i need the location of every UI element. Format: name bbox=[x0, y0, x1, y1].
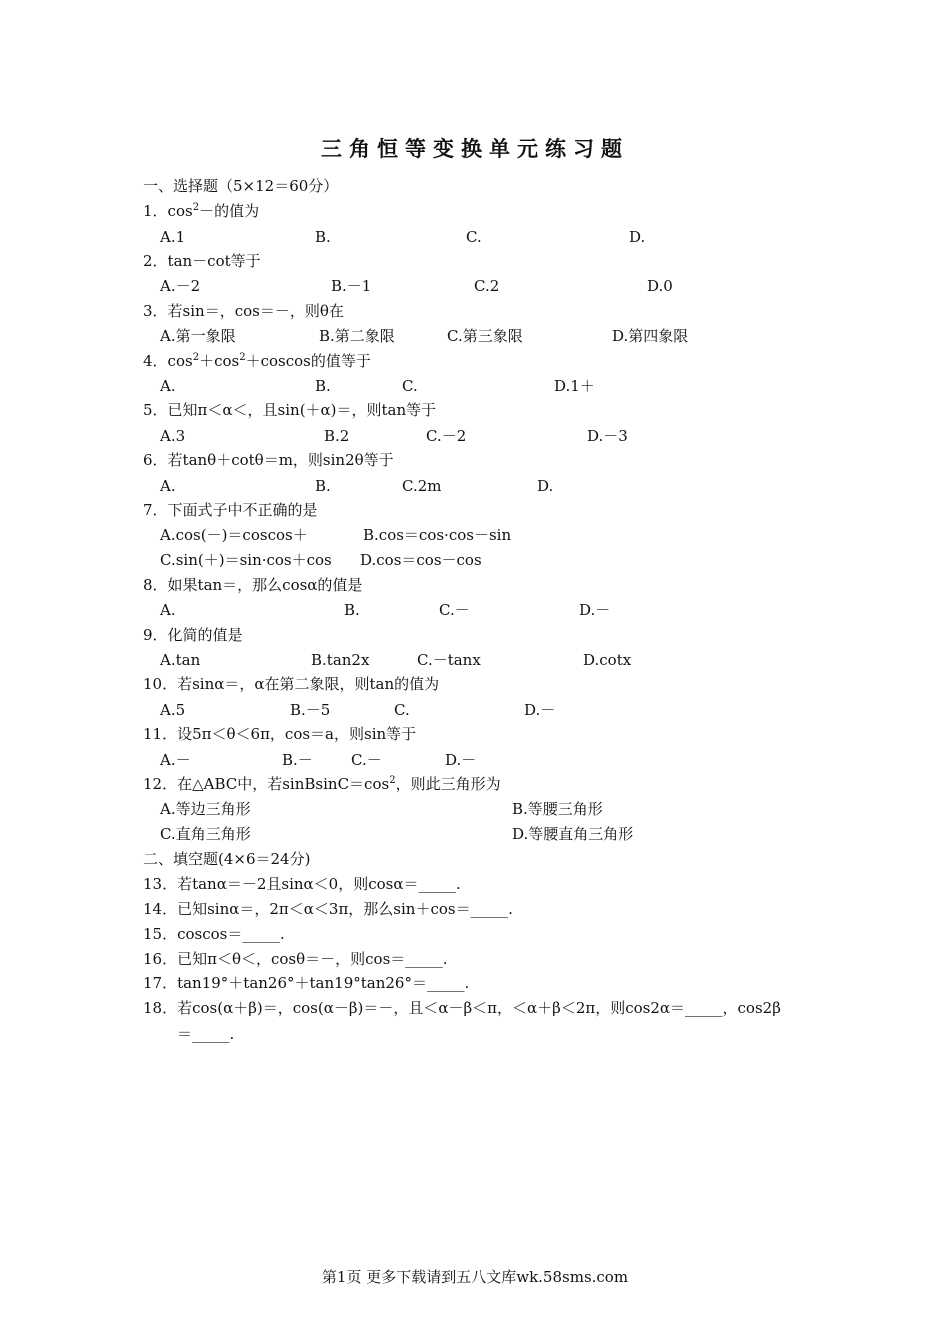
question-11: 11．设5π＜θ＜6π，cos＝a，则sin等于 bbox=[143, 725, 417, 743]
q3-option-d: D.第四象限 bbox=[612, 327, 689, 345]
q1-option-a: A.1 bbox=[160, 228, 186, 246]
q7-option-b: B.cos＝cos·cos－sin bbox=[363, 526, 512, 544]
page-title: 三角恒等变换单元练习题 bbox=[321, 136, 629, 161]
question-15: 15．coscos＝_____. bbox=[143, 925, 285, 943]
q2-option-c: C.2 bbox=[474, 277, 500, 295]
q6-option-d: D. bbox=[537, 477, 554, 495]
q9-option-d: D.cotx bbox=[583, 651, 632, 669]
q7-option-c: C.sin(＋)＝sin·cos＋cos bbox=[160, 551, 332, 569]
q2-option-b: B.－1 bbox=[331, 277, 372, 295]
q11-option-b: B.－ bbox=[282, 751, 313, 769]
q5-option-c: C.－2 bbox=[426, 427, 467, 445]
q7-option-a: A.cos(－)＝coscos＋ bbox=[160, 526, 308, 544]
q10-option-d: D.－ bbox=[524, 701, 556, 719]
question-10: 10．若sinα＝，α在第二象限，则tan的值为 bbox=[143, 675, 440, 693]
q12-option-c: C.直角三角形 bbox=[160, 825, 251, 843]
q6-option-a: A. bbox=[160, 477, 176, 495]
q6-option-b: B. bbox=[315, 477, 331, 495]
q6-option-c: C.2m bbox=[402, 477, 442, 495]
q12-option-d: D.等腰直角三角形 bbox=[512, 825, 634, 843]
q11-option-c: C.－ bbox=[351, 751, 382, 769]
question-1: 1．$\cos^2-$的值为 bbox=[143, 202, 260, 220]
question-3: 3．若sin＝，cos＝－，则θ在 bbox=[143, 302, 344, 320]
section-choice: 一、选择题（5×12＝60分） bbox=[143, 177, 339, 195]
q2-option-a: A.－2 bbox=[160, 277, 201, 295]
q11-option-a: A.－ bbox=[160, 751, 191, 769]
q8-option-a: A. bbox=[160, 601, 176, 619]
question-4: 4．$\cos^2+\cos^2+coscos$的值等于 bbox=[143, 352, 371, 370]
question-18-continued: ＝_____. bbox=[177, 1025, 235, 1043]
q4-option-d: D.1＋ bbox=[554, 377, 595, 395]
q3-option-b: B.第二象限 bbox=[319, 327, 395, 345]
q7-option-d: D.cos＝cos－cos bbox=[360, 551, 482, 569]
q5-option-d: D.－3 bbox=[587, 427, 628, 445]
question-18: 18．若cos(α＋β)＝，cos(α－β)＝－，且＜α－β＜π，＜α＋β＜2π，则cos2α＝_____，cos2β bbox=[143, 999, 781, 1017]
section-fill: 二、填空题(4×6＝24分) bbox=[143, 850, 311, 868]
q11-option-d: D.－ bbox=[445, 751, 477, 769]
q8-option-b: B. bbox=[344, 601, 360, 619]
q1-option-d: D. bbox=[629, 228, 646, 246]
q8-option-d: D.－ bbox=[579, 601, 611, 619]
q12-option-b: B.等腰三角形 bbox=[512, 800, 603, 818]
q10-option-b: B.－5 bbox=[290, 701, 331, 719]
q4-option-c: C. bbox=[402, 377, 418, 395]
q8-option-c: C.－ bbox=[439, 601, 470, 619]
q3-option-a: A.第一象限 bbox=[160, 327, 236, 345]
question-12: 12．在△ABC中，若$sinBsinC=\cos^2$，则此三角形为 bbox=[143, 775, 501, 793]
q2-option-d: D.0 bbox=[647, 277, 673, 295]
question-9: 9．化简的值是 bbox=[143, 626, 243, 644]
question-13: 13．若tanα＝－2且sinα＜0，则cosα＝_____. bbox=[143, 875, 461, 893]
q5-option-b: B.2 bbox=[324, 427, 350, 445]
page-footer: 第1页 更多下载请到五八文库wk.58sms.com bbox=[321, 1268, 629, 1286]
q1-option-c: C. bbox=[466, 228, 482, 246]
q9-option-a: A.tan bbox=[160, 651, 201, 669]
q1-option-b: B. bbox=[315, 228, 331, 246]
question-6: 6．若tanθ＋cotθ＝m，则sin2θ等于 bbox=[143, 451, 394, 469]
question-8: 8．如果tan＝，那么cosα的值是 bbox=[143, 576, 363, 594]
q10-option-a: A.5 bbox=[160, 701, 186, 719]
q3-option-c: C.第三象限 bbox=[447, 327, 523, 345]
question-7: 7．下面式子中不正确的是 bbox=[143, 501, 318, 519]
q10-option-c: C. bbox=[394, 701, 410, 719]
q12-option-a: A.等边三角形 bbox=[160, 800, 251, 818]
q9-option-b: B.tan2x bbox=[311, 651, 370, 669]
question-17: 17．tan19°＋tan26°＋tan19°tan26°＝_____. bbox=[143, 974, 470, 992]
question-2: 2．tan－cot等于 bbox=[143, 252, 261, 270]
question-16: 16．已知π＜θ＜，cosθ＝－，则cos＝_____. bbox=[143, 950, 448, 968]
q4-option-b: B. bbox=[315, 377, 331, 395]
q9-option-c: C.－tanx bbox=[417, 651, 481, 669]
q4-option-a: A. bbox=[160, 377, 176, 395]
question-5: 5．已知π＜α＜，且sin(＋α)＝，则tan等于 bbox=[143, 401, 437, 419]
question-14: 14．已知sinα＝，2π＜α＜3π，那么sin＋cos＝_____. bbox=[143, 900, 513, 918]
q5-option-a: A.3 bbox=[160, 427, 186, 445]
